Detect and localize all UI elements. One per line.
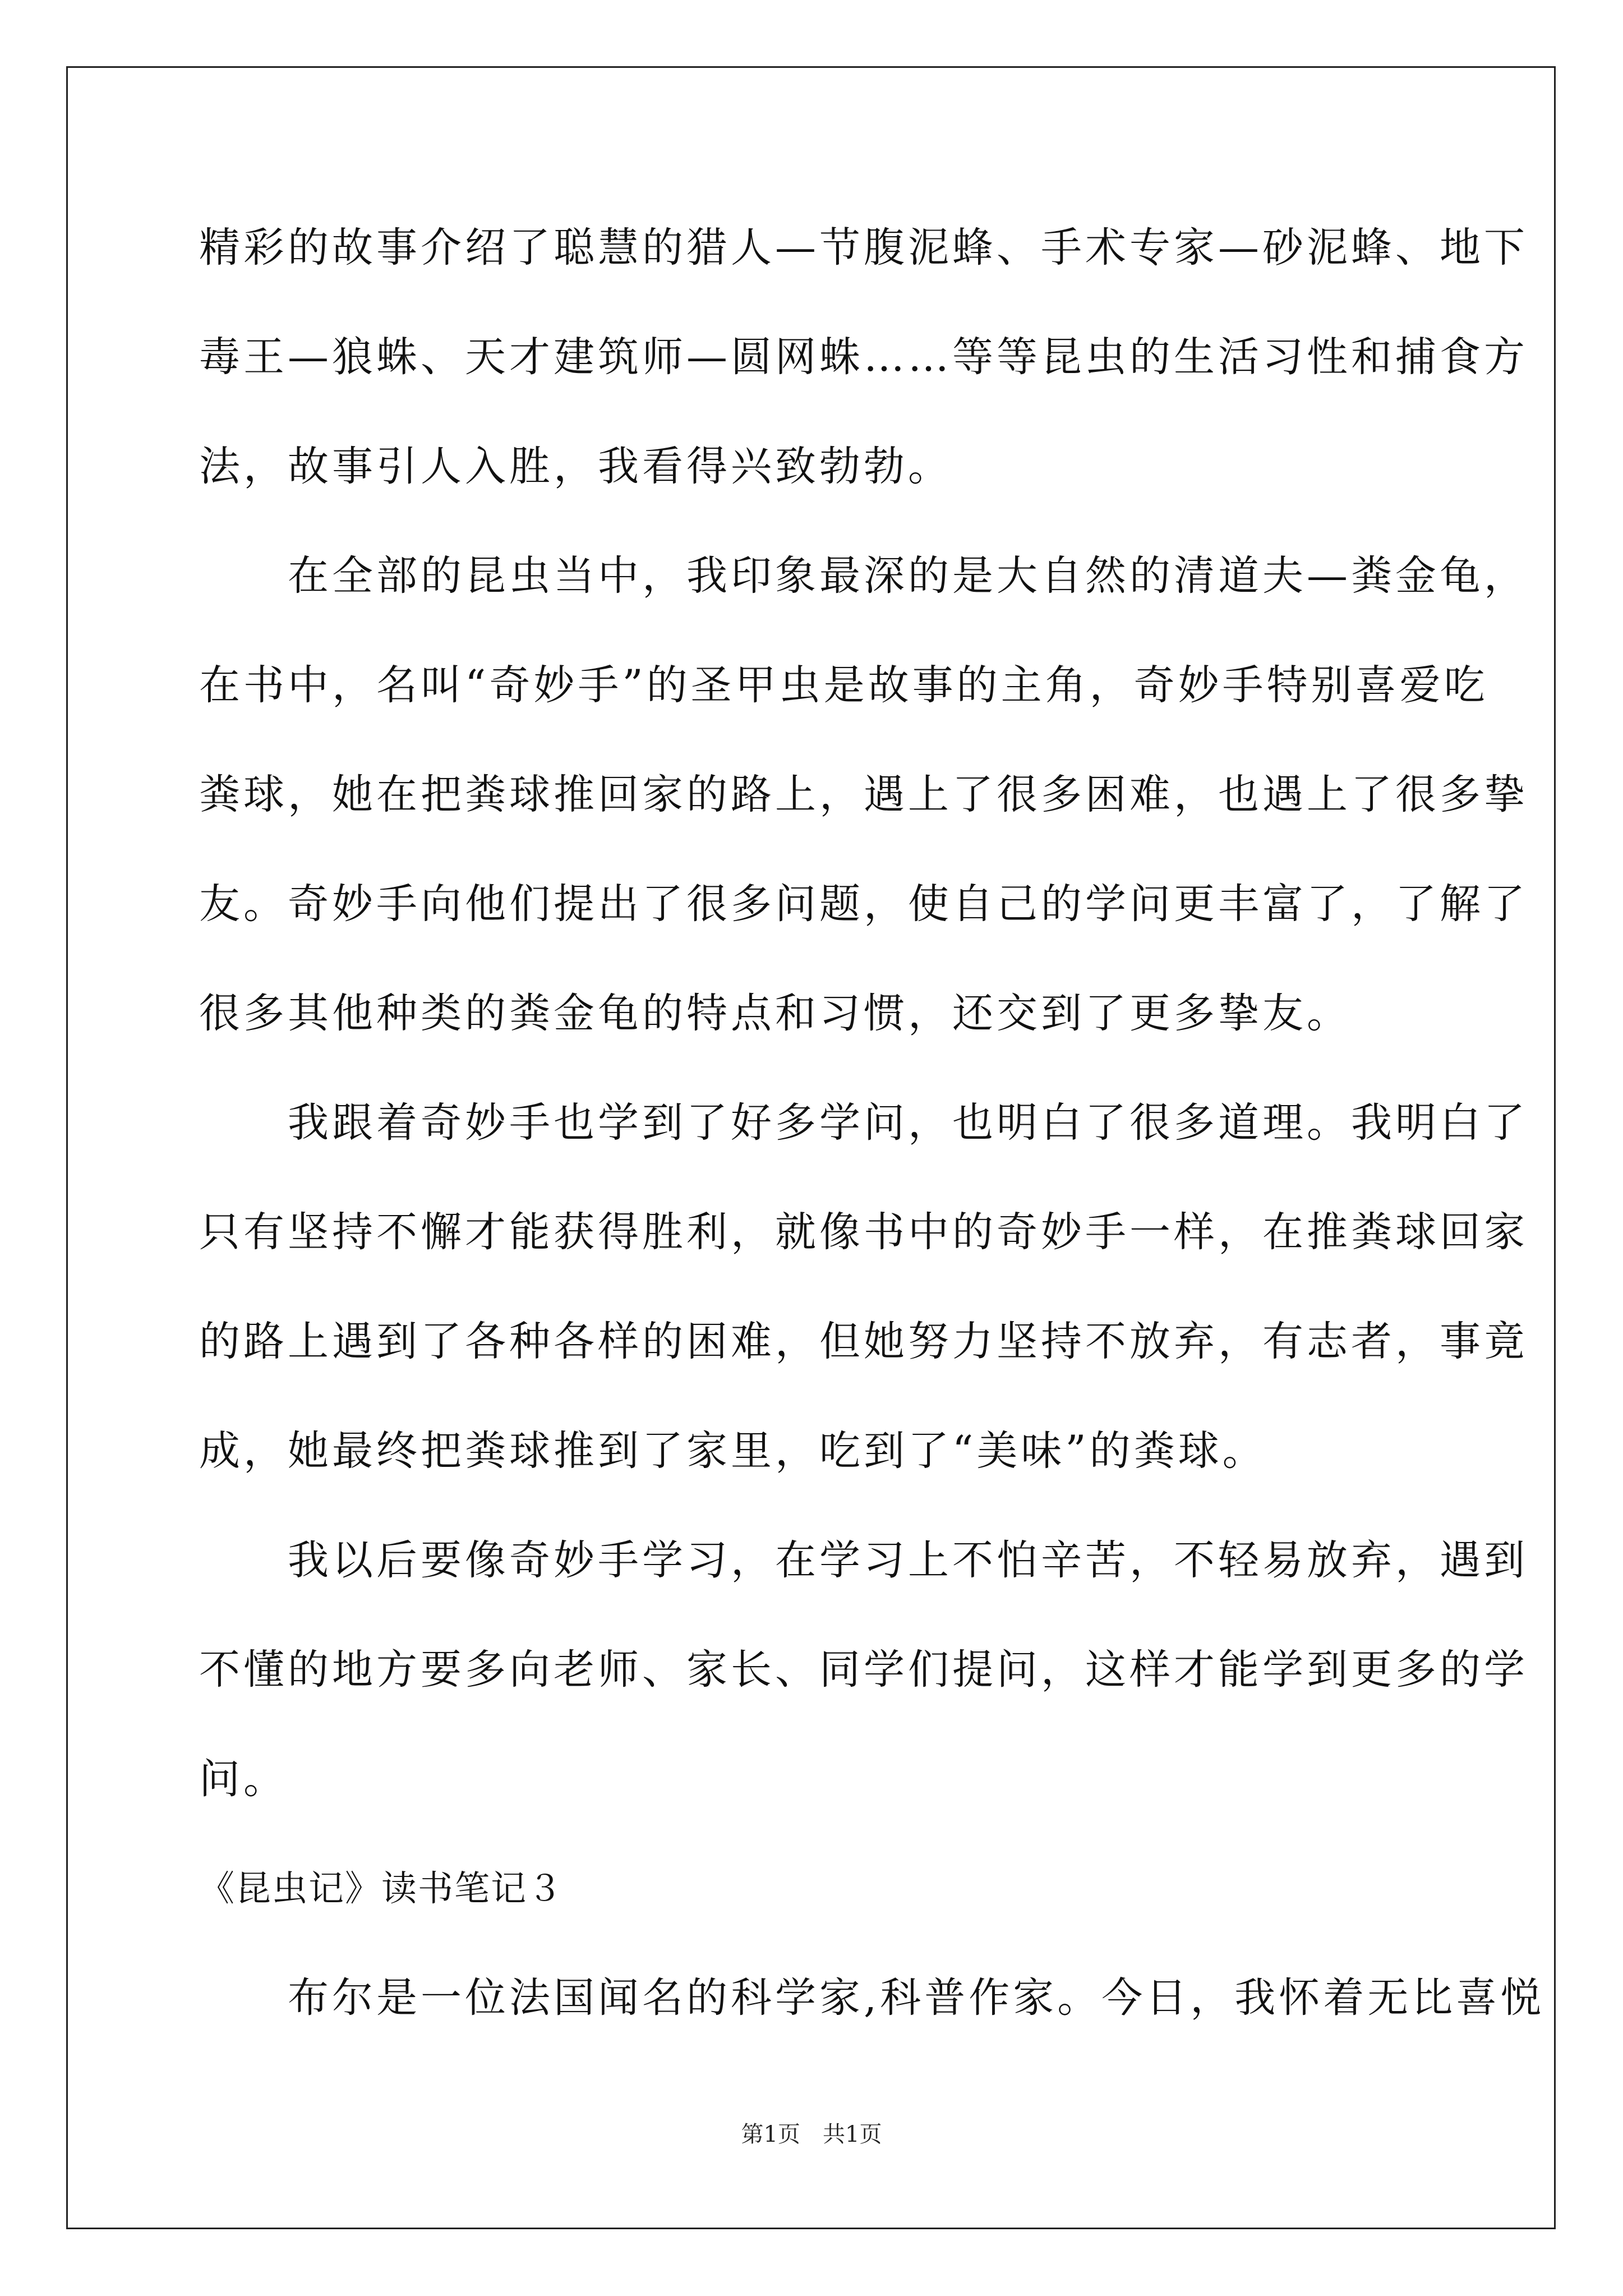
page-number: 第1页 [741,2122,800,2147]
text-line: 友。奇妙手向他们提出了很多问题，使自己的学问更丰富了，了解了 [199,880,1528,928]
text-line: 法，故事引人入胜，我看得兴致勃勃。 [199,443,952,490]
text-line: 不懂的地方要多向老师、家长、同学们提问，这样才能学到更多的学 [199,1646,1528,1694]
page-footer [0,2118,1623,2151]
text-line: 的路上遇到了各种各样的困难，但她努力坚持不放弃，有志者，事竟 [199,1318,1528,1365]
section-heading: 《昆虫记》读书笔记３ [199,1868,564,1909]
text-line: 在书中，名叫“奇妙手”的圣甲虫是故事的主角，奇妙手特别喜爱吃 [199,661,1488,709]
text-line: 很多其他种类的粪金龟的特点和习惯，还交到了更多挚友。 [199,990,1351,1037]
text-line: 在全部的昆虫当中，我印象最深的是大自然的清道夫—粪金龟， [199,552,1528,600]
text-line: 粪球，她在把粪球推回家的路上，遇上了很多困难，也遇上了很多挚 [199,771,1528,818]
text-line: 成，她最终把粪球推到了家里，吃到了“美味”的粪球。 [199,1427,1267,1475]
text-line: 精彩的故事介绍了聪慧的猎人—节腹泥蜂、手术专家—砂泥蜂、地下 [199,224,1528,272]
page-total: 共1页 [823,2122,882,2147]
text-line: 只有坚持不懈才能获得胜利，就像书中的奇妙手一样，在推粪球回家 [199,1208,1528,1256]
text-line: 毒王—狼蛛、天才建筑师—圆网蛛……等等昆虫的生活习性和捕食方 [199,333,1528,381]
text-line: 布尔是一位法国闻名的科学家,科普作家。今日，我怀着无比喜悦 [199,1974,1545,2022]
text-line: 问。 [199,1755,288,1803]
text-line: 我跟着奇妙手也学到了好多学问，也明白了很多道理。我明白了 [199,1099,1528,1147]
text-line: 我以后要像奇妙手学习，在学习上不怕辛苦，不轻易放弃，遇到 [199,1536,1528,1584]
